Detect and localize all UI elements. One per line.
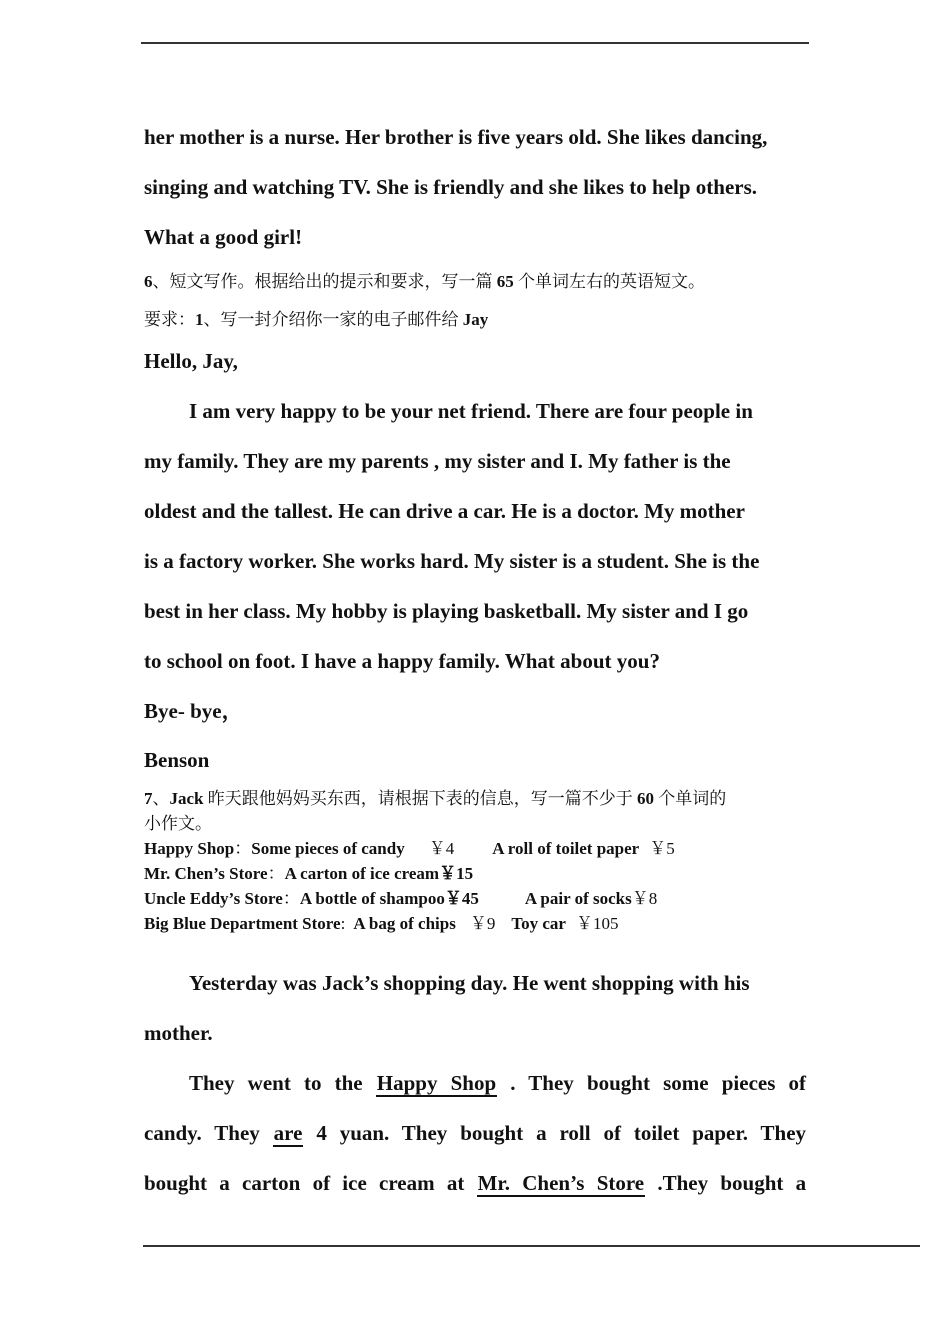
- q7-prompt-cont: 小作文。: [144, 814, 212, 833]
- email-greeting: Hello, Jay,: [144, 349, 238, 373]
- q6-prompt: 6、短文写作。根据给出的提示和要求，写一篇 65 个单词左右的英语短文。: [144, 272, 705, 291]
- q6-requirement: 要求：1、写一封介绍你一家的电子邮件给 Jay: [144, 310, 489, 329]
- email-body-line: best in her class. My hobby is playing basketball. My sister and I go: [144, 599, 749, 623]
- essay-line: bought a carton of ice cream at Mr. Chen’s Store .They bought a: [144, 1171, 807, 1195]
- store-row: Uncle Eddy’s Store：A bottle of shampoo￥45 A pair of socks￥8: [144, 889, 658, 908]
- email-body-line: to school on foot. I have a happy family. What about you?: [144, 649, 660, 673]
- email-closing: Bye- bye，: [144, 699, 243, 723]
- essay-line: They went to the Happy Shop . They bought some pieces of: [189, 1071, 807, 1095]
- q7-prompt: 7、Jack 昨天跟他妈妈买东西，请根据下表的信息，写一篇不少于 60 个单词的: [144, 789, 727, 808]
- store-row: Big Blue Department Store: A bag of chips ￥9 Toy car ￥105: [144, 914, 619, 933]
- email-body-line: oldest and the tallest. He can drive a car. He is a doctor. My mother: [144, 499, 745, 523]
- passage-line: singing and watching TV. She is friendly and she likes to help others.: [144, 175, 758, 199]
- passage-line: What a good girl!: [144, 225, 303, 249]
- store-row: Mr. Chen’s Store：A carton of ice cream￥15: [144, 864, 474, 883]
- email-body-line: I am very happy to be your net friend. There are four people in: [189, 399, 753, 423]
- passage-line: her mother is a nurse. Her brother is five years old. She likes dancing,: [144, 125, 768, 149]
- essay-line: candy. They are 4 yuan. They bought a roll of toilet paper. They: [144, 1121, 807, 1145]
- essay-line: mother.: [144, 1021, 213, 1045]
- store-row: Happy Shop：Some pieces of candy ￥4 A roll of toilet paper ￥5: [144, 839, 675, 858]
- essay-line: Yesterday was Jack’s shopping day. He went shopping with his: [189, 971, 750, 995]
- answer-blank: Happy Shop: [376, 1071, 497, 1095]
- email-body-line: my family. They are my parents , my sister and I. My father is the: [144, 449, 731, 473]
- email-signature: Benson: [144, 748, 210, 772]
- answer-blank: are: [273, 1121, 303, 1145]
- header-rule: [141, 42, 809, 44]
- answer-blank: Mr. Chen’s Store: [477, 1171, 645, 1195]
- footer-rule: [143, 1245, 920, 1247]
- email-body-line: is a factory worker. She works hard. My sister is a student. She is the: [144, 549, 760, 573]
